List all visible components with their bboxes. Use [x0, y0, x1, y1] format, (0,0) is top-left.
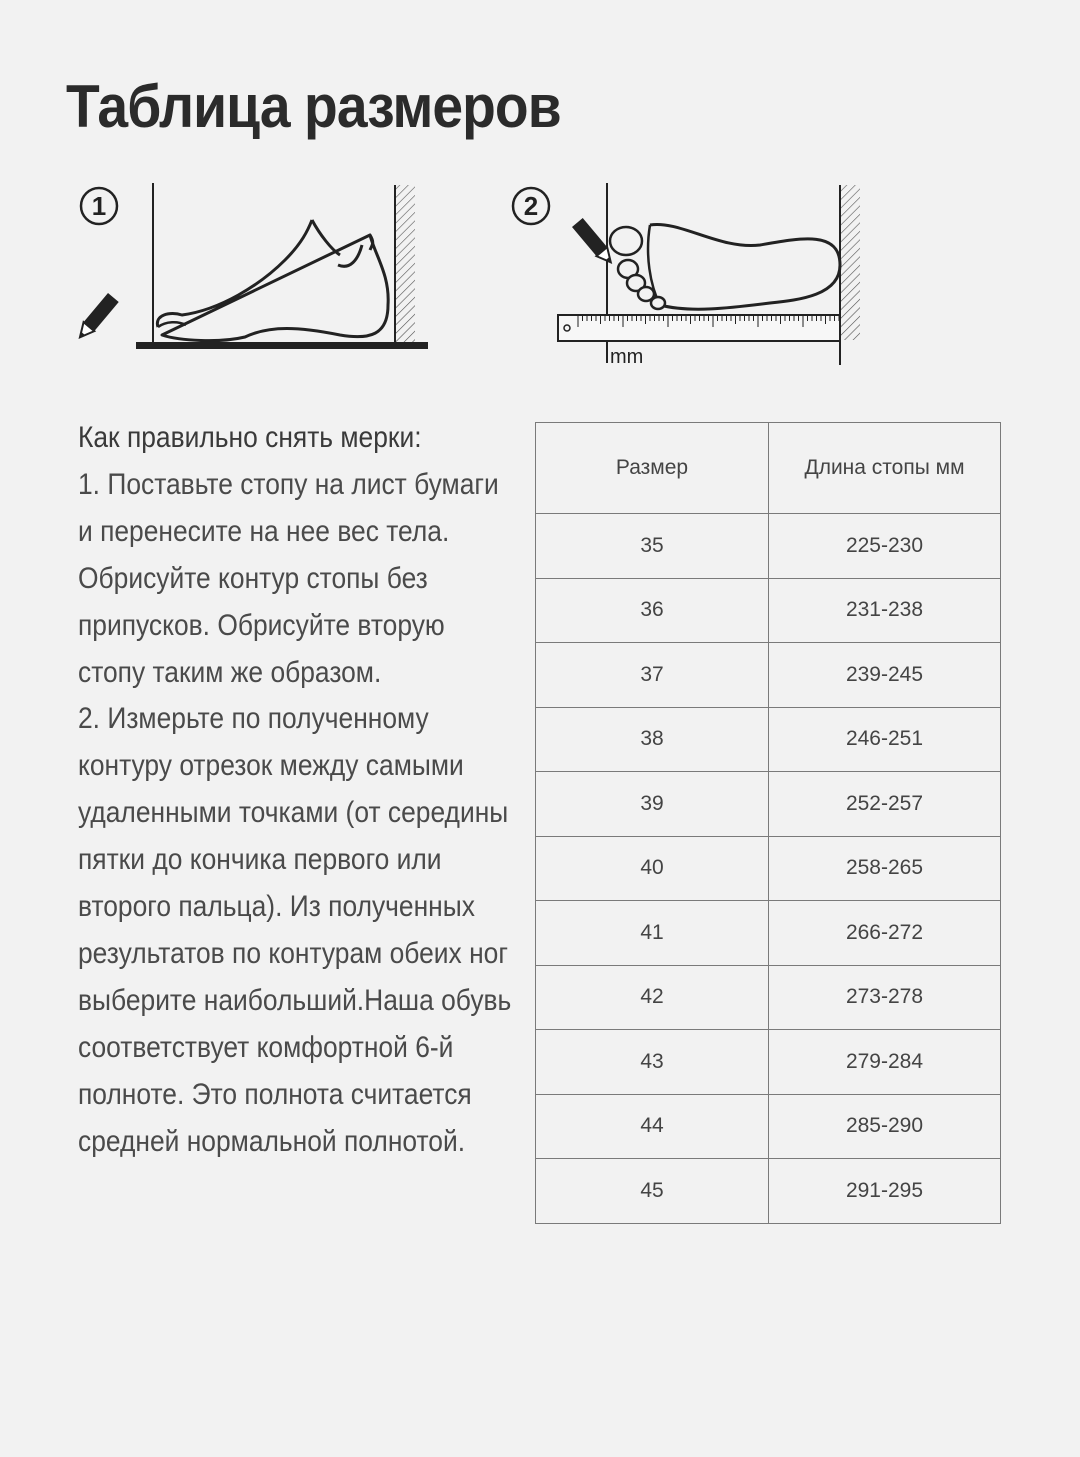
- ruler-icon: [558, 315, 840, 341]
- table-row: [536, 965, 1001, 1030]
- length-cell: 266-272: [769, 901, 1001, 966]
- size-cell: 39: [536, 772, 769, 837]
- table-row: [536, 1030, 1001, 1095]
- size-cell: 44: [536, 1094, 769, 1159]
- pencil-icon: [75, 293, 119, 342]
- instruction-step-2: 2. Измерьте по полученному контуру отрезок между самыми удаленными точками (от середины пятки до кончика первого или второго пальца). Из полученных результатов по контурам обеих ног выберите наибольший.Наша обувь соответствует комфортной 6-й полноте. Это полнота считается средней нормальной полнотой.: [78, 702, 512, 1158]
- size-cell: 42: [536, 965, 769, 1030]
- foot-top-view-illustration: [500, 175, 880, 375]
- size-cell: 40: [536, 836, 769, 901]
- size-cell: 35: [536, 514, 769, 579]
- table-row: [536, 643, 1001, 708]
- svg-text:2: 2: [523, 191, 539, 221]
- length-cell: 239-245: [769, 643, 1001, 708]
- length-cell: 225-230: [769, 514, 1001, 579]
- header-size: Размер: [536, 423, 769, 514]
- table-row: [536, 707, 1001, 772]
- size-cell: 36: [536, 578, 769, 643]
- size-table-header-row: [536, 423, 1001, 514]
- table-row: [536, 578, 1001, 643]
- measurement-instructions: [78, 415, 518, 1166]
- length-cell: 258-265: [769, 836, 1001, 901]
- ruler-unit-label: mm: [610, 346, 644, 368]
- size-cell: 38: [536, 707, 769, 772]
- table-row: [536, 1094, 1001, 1159]
- page-title: Таблица размеров: [66, 73, 561, 140]
- length-cell: 279-284: [769, 1030, 1001, 1095]
- svg-text:1: 1: [91, 191, 107, 221]
- size-cell: 43: [536, 1030, 769, 1095]
- instructions-heading: Как правильно снять мерки:: [78, 421, 422, 454]
- step-number-1-badge: [81, 188, 117, 224]
- foot-side-view-illustration: [70, 175, 440, 375]
- table-row: [536, 901, 1001, 966]
- size-table: [535, 422, 1001, 1224]
- table-row: [536, 836, 1001, 901]
- table-row: [536, 772, 1001, 837]
- size-cell: 41: [536, 901, 769, 966]
- instruction-step-1: 1. Поставьте стопу на лист бумаги и перенесите на нее вес тела. Обрисуйте контур стопы без припусков. Обрисуйте вторую стопу таким же образом.: [78, 467, 499, 689]
- step-number-2-badge: [513, 188, 549, 224]
- size-cell: 37: [536, 643, 769, 708]
- table-row: [536, 514, 1001, 579]
- size-cell: 45: [536, 1159, 769, 1224]
- header-foot-length: Длина стопы мм: [769, 423, 1001, 514]
- table-row: [536, 1159, 1001, 1224]
- length-cell: 246-251: [769, 707, 1001, 772]
- length-cell: 231-238: [769, 578, 1001, 643]
- length-cell: 285-290: [769, 1094, 1001, 1159]
- length-cell: 252-257: [769, 772, 1001, 837]
- length-cell: 291-295: [769, 1159, 1001, 1224]
- length-cell: 273-278: [769, 965, 1001, 1030]
